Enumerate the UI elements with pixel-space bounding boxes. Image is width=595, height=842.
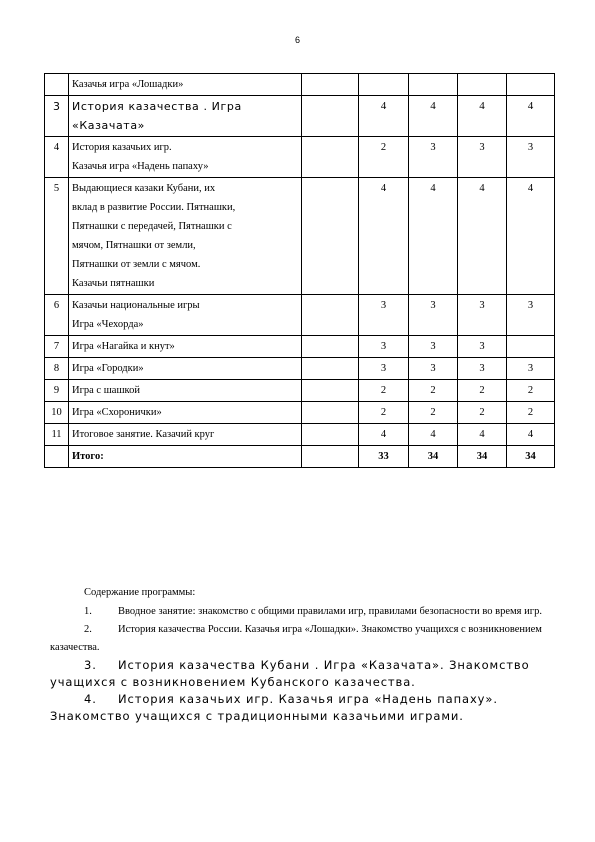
hours-cell: 4 bbox=[409, 178, 458, 295]
table-row bbox=[45, 446, 555, 468]
hours-cell: 2 bbox=[409, 380, 458, 402]
row-number: 8 bbox=[45, 358, 69, 380]
row-topic: Итоговое занятие. Казачий круг bbox=[69, 424, 302, 446]
hours-cell: 34 bbox=[458, 446, 507, 468]
program-content bbox=[50, 583, 550, 725]
hours-cell bbox=[302, 336, 359, 358]
hours-cell bbox=[302, 424, 359, 446]
hours-cell: 4 bbox=[458, 96, 507, 137]
item-number: 3. bbox=[84, 658, 97, 672]
hours-cell: 3 bbox=[458, 336, 507, 358]
row-number: 3 bbox=[45, 96, 69, 137]
item-number: 1. bbox=[84, 606, 92, 617]
hours-cell: 4 bbox=[409, 424, 458, 446]
table-row bbox=[45, 74, 555, 96]
table-row bbox=[45, 402, 555, 424]
row-topic: Игра «Городки» bbox=[69, 358, 302, 380]
table-row bbox=[45, 358, 555, 380]
table-row bbox=[45, 178, 555, 295]
hours-cell: 3 bbox=[458, 358, 507, 380]
hours-cell: 4 bbox=[359, 178, 409, 295]
item-text: История казачьих игр. Казачья игра «Надень папаху». Знакомство учащихся с традиционными казачьими играми. bbox=[50, 692, 498, 723]
table-row bbox=[45, 336, 555, 358]
hours-cell: 33 bbox=[359, 446, 409, 468]
hours-cell bbox=[302, 295, 359, 336]
content-item bbox=[50, 657, 550, 691]
row-number: 6 bbox=[45, 295, 69, 336]
program-table bbox=[44, 73, 555, 468]
hours-cell: 2 bbox=[458, 380, 507, 402]
hours-cell: 2 bbox=[359, 380, 409, 402]
item-text: История казачества России. Казачья игра «Лошадки». Знакомство учащихся с возникновением казачества. bbox=[50, 624, 542, 653]
hours-cell: 3 bbox=[409, 358, 458, 380]
hours-cell bbox=[302, 358, 359, 380]
hours-cell: 2 bbox=[507, 380, 555, 402]
row-topic: Выдающиеся казаки Кубани, их вклад в развитие России. Пятнашки, Пятнашки с передачей, Пятнашки с мячом, Пятнашки от земли, Пятнашки от земли с мячом. Казачьи пятнашки bbox=[69, 178, 302, 295]
hours-cell bbox=[302, 74, 359, 96]
hours-cell: 3 bbox=[409, 295, 458, 336]
row-number: 10 bbox=[45, 402, 69, 424]
hours-cell bbox=[302, 137, 359, 178]
hours-cell: 3 bbox=[409, 137, 458, 178]
hours-cell: 3 bbox=[359, 336, 409, 358]
hours-cell: 4 bbox=[507, 424, 555, 446]
hours-cell bbox=[507, 74, 555, 96]
hours-cell: 3 bbox=[458, 295, 507, 336]
hours-cell bbox=[458, 74, 507, 96]
hours-cell bbox=[302, 96, 359, 137]
content-item bbox=[50, 621, 550, 657]
item-text: Вводное занятие: знакомство с общими правилами игр, правилами безопасности во время игр. bbox=[118, 606, 542, 617]
table-row bbox=[45, 424, 555, 446]
hours-cell bbox=[302, 446, 359, 468]
content-item bbox=[50, 691, 550, 725]
row-number: 4 bbox=[45, 137, 69, 178]
hours-cell: 2 bbox=[458, 402, 507, 424]
hours-cell: 4 bbox=[409, 96, 458, 137]
hours-cell bbox=[302, 380, 359, 402]
hours-cell: 2 bbox=[409, 402, 458, 424]
hours-cell: 2 bbox=[507, 402, 555, 424]
hours-cell bbox=[302, 178, 359, 295]
row-topic: Казачья игра «Лошадки» bbox=[69, 74, 302, 96]
hours-cell: 3 bbox=[359, 295, 409, 336]
hours-cell bbox=[409, 74, 458, 96]
row-number bbox=[45, 74, 69, 96]
hours-cell: 3 bbox=[409, 336, 458, 358]
hours-cell: 2 bbox=[359, 137, 409, 178]
page-number: 6 bbox=[294, 35, 300, 45]
table-row bbox=[45, 295, 555, 336]
hours-cell: 2 bbox=[359, 402, 409, 424]
hours-cell: 3 bbox=[507, 295, 555, 336]
item-number: 4. bbox=[84, 692, 97, 706]
hours-cell: 4 bbox=[507, 96, 555, 137]
content-title: Содержание программы: bbox=[84, 587, 196, 598]
row-number bbox=[45, 446, 69, 468]
hours-cell: 4 bbox=[458, 178, 507, 295]
row-number: 9 bbox=[45, 380, 69, 402]
item-number: 2. bbox=[84, 624, 92, 635]
hours-cell: 3 bbox=[458, 137, 507, 178]
content-list bbox=[50, 603, 550, 725]
item-text: История казачества Кубани . Игра «Казачата». Знакомство учащихся с возникновением Кубанского казачества. bbox=[50, 658, 530, 689]
row-topic: Игра «Схоронички» bbox=[69, 402, 302, 424]
row-topic: Казачьи национальные игры Игра «Чехорда» bbox=[69, 295, 302, 336]
table-row bbox=[45, 96, 555, 137]
hours-cell: 34 bbox=[409, 446, 458, 468]
hours-cell: 34 bbox=[507, 446, 555, 468]
hours-cell bbox=[507, 336, 555, 358]
hours-cell: 3 bbox=[507, 358, 555, 380]
hours-cell: 4 bbox=[458, 424, 507, 446]
row-number: 5 bbox=[45, 178, 69, 295]
hours-cell: 4 bbox=[359, 424, 409, 446]
table-row bbox=[45, 137, 555, 178]
row-topic: История казачьих игр. Казачья игра «Надень папаху» bbox=[69, 137, 302, 178]
hours-cell: 4 bbox=[359, 96, 409, 137]
row-topic: Игра с шашкой bbox=[69, 380, 302, 402]
table-row bbox=[45, 380, 555, 402]
hours-cell: 3 bbox=[359, 358, 409, 380]
row-number: 7 bbox=[45, 336, 69, 358]
hours-cell bbox=[359, 74, 409, 96]
hours-cell bbox=[302, 402, 359, 424]
row-topic: История казачества . Игра «Казачата» bbox=[69, 96, 302, 137]
row-topic: Игра «Нагайка и кнут» bbox=[69, 336, 302, 358]
row-number: 11 bbox=[45, 424, 69, 446]
content-item bbox=[50, 603, 550, 621]
hours-cell: 4 bbox=[507, 178, 555, 295]
hours-cell: 3 bbox=[507, 137, 555, 178]
row-topic: Итого: bbox=[69, 446, 302, 468]
